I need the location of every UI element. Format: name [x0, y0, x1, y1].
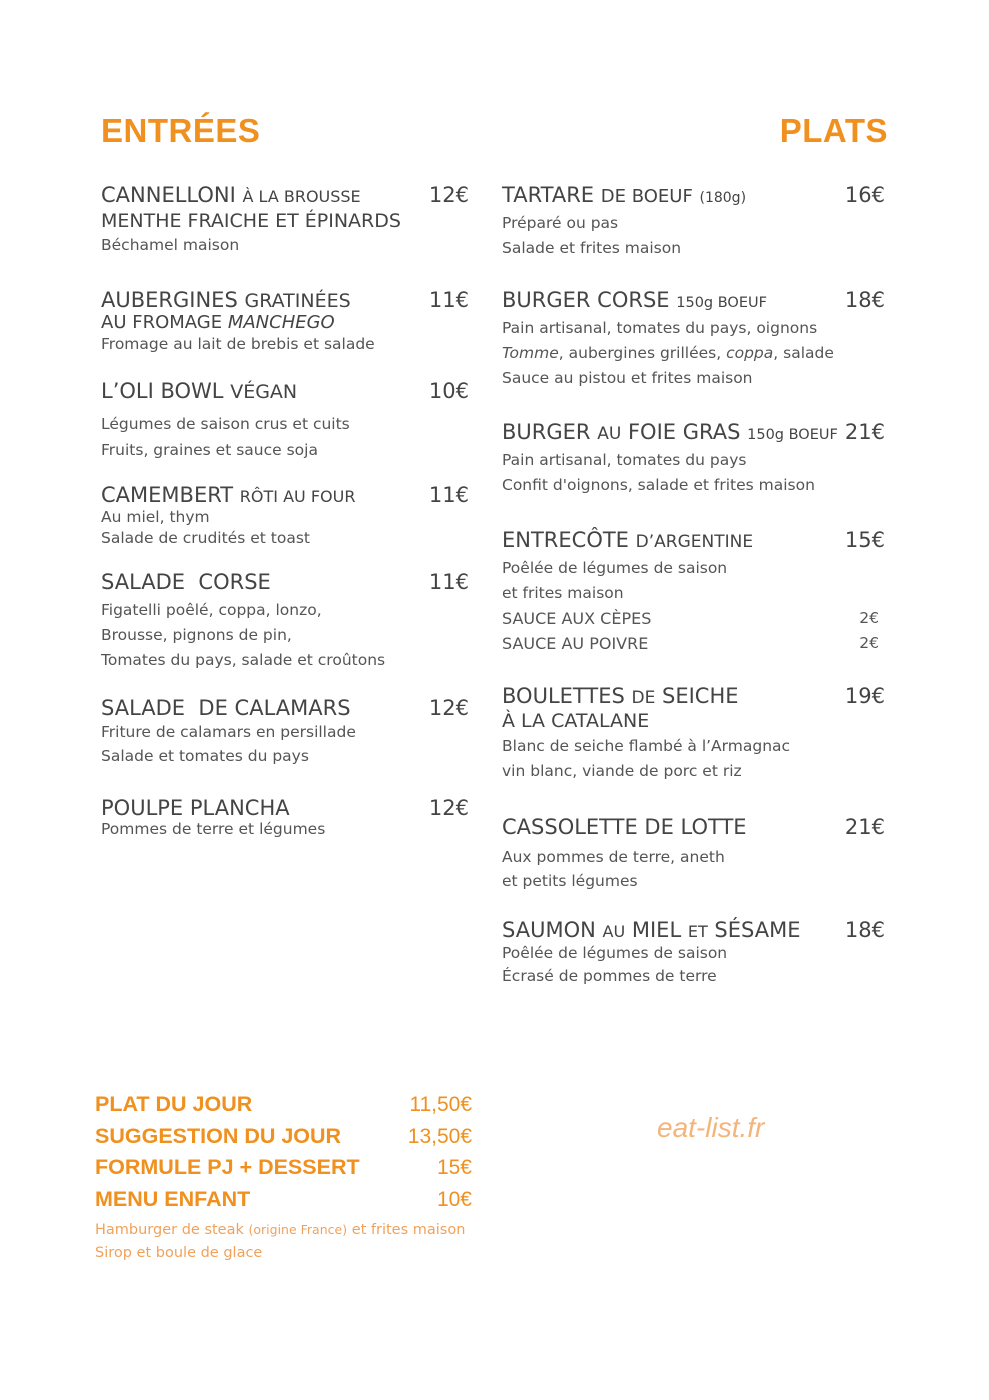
item-name: SALADE CORSE — [101, 570, 271, 594]
item-desc: vin blanc, viande de porc et riz — [502, 762, 742, 780]
formule-line: MENU ENFANT 10€ — [95, 1186, 472, 1211]
item-name: POULPE PLANCHA — [101, 796, 290, 820]
sauce-option: SAUCE AU POIVRE 2€ — [502, 634, 879, 653]
item-desc: Fruits, graines et sauce soja — [101, 441, 318, 459]
item-price: 18€ — [844, 288, 885, 312]
item-desc: Écrasé de pommes de terre — [502, 967, 717, 985]
entree-item — [101, 796, 469, 838]
item-price: 12€ — [428, 796, 469, 820]
item-desc: Salade et tomates du pays — [101, 747, 309, 765]
entree-item — [101, 483, 469, 549]
plat-item — [502, 684, 885, 784]
item-name: TARTARE DE BOEUF (180g) — [502, 183, 747, 207]
item-desc: Poêlée de légumes de saison — [502, 944, 728, 962]
item-name: BOULETTES DE SEICHE — [502, 684, 739, 708]
entree-item — [101, 288, 469, 353]
item-name: ENTRECÔTE D’ARGENTINE — [502, 528, 754, 552]
entree-item — [101, 183, 469, 254]
item-name: BURGER CORSE 150g BOEUF — [502, 288, 767, 312]
item-price: 12€ — [428, 696, 469, 720]
item-desc: Au miel, thym — [101, 508, 210, 526]
item-price: 12€ — [428, 183, 469, 207]
plat-item — [502, 918, 885, 988]
item-desc: Brousse, pignons de pin, — [101, 626, 292, 644]
plat-item — [502, 815, 885, 893]
item-desc: Blanc de seiche flambé à l’Armagnac — [502, 737, 791, 755]
item-desc: et frites maison — [502, 584, 624, 602]
item-desc: Pain artisanal, tomates du pays — [502, 451, 747, 469]
item-desc: et petits légumes — [502, 872, 638, 890]
plat-item — [502, 420, 885, 498]
item-desc: Figatelli poêlé, coppa, lonzo, — [101, 601, 322, 619]
menu-enfant-desc: Sirop et boule de glace — [95, 1245, 263, 1261]
item-desc: Poêlée de légumes de saison — [502, 559, 728, 577]
item-name-line2: AU FROMAGE MANCHEGO — [101, 312, 335, 333]
item-name: SALADE DE CALAMARS — [101, 696, 351, 720]
item-desc: Aux pommes de terre, aneth — [502, 848, 725, 866]
item-desc: Salade de crudités et toast — [101, 529, 310, 547]
item-desc: Sauce au pistou et frites maison — [502, 369, 753, 387]
item-name-line2: MENTHE FRAICHE ET ÉPINARDS — [101, 210, 401, 232]
item-desc: Tomme, aubergines grillées, coppa, salade — [502, 344, 834, 362]
item-desc: Préparé ou pas — [502, 214, 619, 232]
item-name-line2: À LA CATALANE — [502, 710, 650, 732]
menu-enfant-desc: Hamburger de steak (origine France) et frites maison — [95, 1222, 466, 1238]
item-price: 19€ — [844, 684, 885, 708]
item-desc: Pommes de terre et légumes — [101, 820, 326, 838]
formule-line: SUGGESTION DU JOUR 13,50€ — [95, 1123, 472, 1148]
item-desc: Fromage au lait de brebis et salade — [101, 335, 375, 353]
plat-item — [502, 288, 885, 391]
item-price: 11€ — [428, 483, 469, 507]
sauce-option: SAUCE AUX CÈPES 2€ — [502, 609, 879, 628]
entree-item — [101, 696, 469, 768]
item-price: 16€ — [844, 183, 885, 207]
formules-block — [95, 1092, 472, 1265]
item-name: CAMEMBERT RÔTI AU FOUR — [101, 483, 356, 507]
formule-line: PLAT DU JOUR 11,50€ — [95, 1092, 472, 1116]
heading-entrees: ENTRÉES — [101, 112, 261, 149]
entree-item — [101, 570, 469, 673]
item-name: AUBERGINES GRATINÉES — [101, 288, 351, 312]
item-price: 10€ — [428, 379, 469, 403]
item-desc: Salade et frites maison — [502, 239, 682, 257]
item-desc: Pain artisanal, tomates du pays, oignons — [502, 319, 818, 337]
item-name: L’OLI BOWL VÉGAN — [101, 379, 298, 403]
formule-line: FORMULE PJ + DESSERT 15€ — [95, 1155, 472, 1179]
watermark: eat-list.fr — [657, 1112, 765, 1143]
item-name: BURGER AU FOIE GRAS 150g BOEUF — [502, 420, 838, 444]
heading-plats: PLATS — [779, 112, 888, 149]
item-name: SAUMON AU MIEL ET SÉSAME — [502, 918, 801, 942]
item-price: 18€ — [844, 918, 885, 942]
item-name: CASSOLETTE DE LOTTE — [502, 815, 747, 839]
item-price: 11€ — [428, 288, 469, 312]
item-name: CANNELLONI À LA BROUSSE — [101, 183, 361, 207]
item-desc: Confit d'oignons, salade et frites maison — [502, 476, 815, 494]
item-price: 21€ — [844, 420, 885, 444]
item-price: 11€ — [428, 570, 469, 594]
item-desc: Légumes de saison crus et cuits — [101, 415, 350, 433]
plat-item — [502, 183, 885, 261]
item-price: 21€ — [844, 815, 885, 839]
item-desc: Béchamel maison — [101, 236, 240, 254]
item-desc: Friture de calamars en persillade — [101, 723, 356, 741]
entree-item — [101, 379, 469, 463]
item-price: 15€ — [844, 528, 885, 552]
item-desc: Tomates du pays, salade et croûtons — [101, 651, 386, 669]
plat-item — [502, 528, 885, 656]
